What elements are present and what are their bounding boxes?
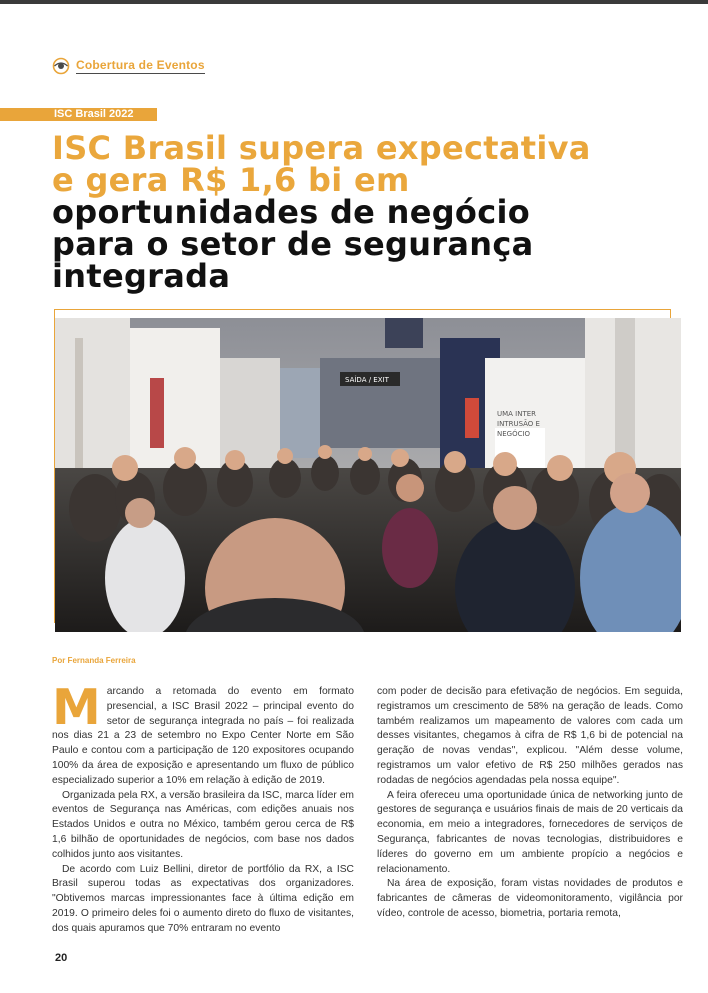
paragraph-5: A feira ofereceu uma oportunidade única de networking junto de gestores de segurança e usuários finais de mais de 20 verticais da economia, em meio a integradores, fornecedores de serviços de Segurança, fabricantes de novas tecnologias, distribuidores e líderes do governo em um ambiente propício a negócios e relacionamento. [377, 789, 683, 875]
paragraph-4: com poder de decisão para efetivação de negócios. Em seguida, registramos um crescimento de 58% na geração de leads. Como também realizamos um mapeamento de valores com cada um desses visitantes, chegamos à cifra de R$ 1,6 bi de potencial na geração de novas vendas", explicou. "Além desse volume, registramos um valor efetivo de R$ 250 milhões gerados nas rodadas de negócios agendadas pela nossa equipe". [377, 686, 683, 786]
paragraph-1 [52, 679, 354, 789]
exit-sign: SAÍDA / EXIT [345, 376, 389, 384]
category-tag: ISC Brasil 2022 [0, 108, 157, 121]
booth-text-3: NEGÓCIO [497, 430, 531, 438]
page-number: 20 [55, 952, 68, 964]
paragraph-3: De acordo com Luiz Bellini, diretor de portfólio da RX, a ISC Brasil superou todas as expectativas dos organizadores. "Obtivemos marcas impressionantes face à última edição em 2019. O primeiro deles foi o aumento direto do fluxo de visitantes, dos quais apuramos que 70% entraram no evento [52, 863, 354, 934]
drop-cap: M [52, 679, 101, 736]
section-header [52, 56, 205, 76]
byline: Por Fernanda Ferreira [52, 656, 136, 665]
eye-icon [52, 57, 70, 75]
headline-line-2: e gera R$ 1,6 bi em [52, 161, 410, 199]
booth-text-1: UMA INTER [497, 410, 537, 418]
top-bar [0, 0, 708, 4]
booth-text-2: INTRUSÃO E [497, 420, 540, 428]
paragraph-1-text: arcando a retomada do evento em formato presencial, a ISC Brasil 2022 – principal evento do setor de segurança integrada no país – foi realizada nos dias 21 a 23 de setembro no Expo Center Norte em São Paulo e contou com a participação de 120 expositores ocupando 100% da área de exposição e apresentando um fluxo de público especializado superior a 10% em relação à edição de 2019. [52, 686, 354, 786]
headline-line-5: integrada [52, 257, 231, 295]
headline-line-3: oportunidades de negócio [52, 193, 531, 231]
section-title: Cobertura de Eventos [76, 58, 205, 72]
headline-line-4: para o setor de segurança [52, 225, 534, 263]
paragraph-2: Organizada pela RX, a versão brasileira da ISC, marca líder em eventos de Segurança nas Américas, com edições anuais nos Estados Unidos e outra no México, também gerou cerca de R$ 1,6 bilhão de oportunidades de negócios, com base nos dados colhidos junto aos visitantes. [52, 789, 354, 860]
article-column-right [377, 685, 683, 922]
event-photo [55, 318, 681, 632]
headline [52, 129, 692, 295]
article-column-left [52, 679, 354, 937]
paragraph-6: Na área de exposição, foram vistas novidades de produtos e fabricantes de câmeras de videomonitoramento, vigilância por vídeo, controle de acesso, biometria, portaria remota, [377, 878, 683, 919]
headline-line-1: ISC Brasil supera expectativa [52, 129, 591, 167]
